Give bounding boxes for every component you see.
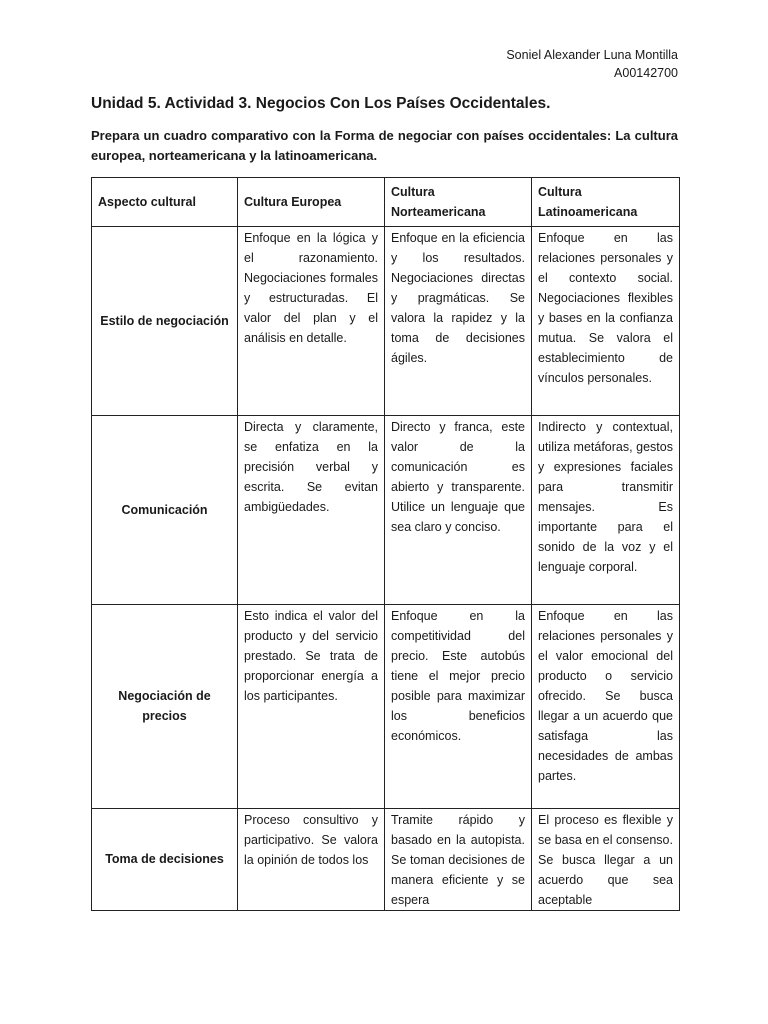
cell-text: Tramite rápido y basado en la autopista. Se toman decisiones de manera eficiente y se espera [391, 813, 525, 907]
cell-latinoamericana: Enfoque en las relaciones personales y el contexto social. Negociaciones flexibles y bases en la confianza mutua. Se valora el establecimiento de vínculos personales. [532, 227, 680, 416]
row-aspect: Estilo de negociación [92, 227, 238, 416]
cell-latinoamericana: Enfoque en las relaciones personales y el valor emocional del producto o servicio ofrecido. Se busca llegar a un acuerdo que satisfaga las necesidades de ambas partes. [532, 605, 680, 809]
cell-latinoamericana [532, 809, 680, 911]
cell-text: Proceso consultivo y participativo. Se valora la opinión de todos los [244, 813, 378, 867]
table-row [92, 605, 680, 809]
header-latinoamericana: Cultura Latinoamericana [532, 178, 680, 227]
document-title: Unidad 5. Actividad 3. Negocios Con Los Países Occidentales. [91, 95, 551, 112]
comparison-table [91, 177, 680, 911]
table-row [92, 809, 680, 911]
author-block [506, 46, 678, 82]
row-aspect: Toma de decisiones [92, 809, 238, 911]
table-row [92, 227, 680, 416]
table-row [92, 416, 680, 605]
cell-norteamericana: Directo y franca, este valor de la comunicación es abierto y transparente. Utilice un lenguaje que sea claro y conciso. [385, 416, 532, 605]
row-aspect: Negociación de precios [92, 605, 238, 809]
cell-norteamericana [385, 809, 532, 911]
cell-europea: Directa y claramente, se enfatiza en la precisión verbal y escrita. Se evitan ambigüedades. [238, 416, 385, 605]
author-name: Soniel Alexander Luna Montilla [506, 48, 678, 62]
cell-europea [238, 809, 385, 911]
header-aspect: Aspecto cultural [92, 178, 238, 227]
header-norteamericana: Cultura Norteamericana [385, 178, 532, 227]
cell-norteamericana: Enfoque en la competitividad del precio. Este autobús tiene el mejor precio posible para maximizar los beneficios económicos. [385, 605, 532, 809]
row-aspect: Comunicación [92, 416, 238, 605]
cell-norteamericana: Enfoque en la eficiencia y los resultados. Negociaciones directas y pragmáticas. Se valora la rapidez y la toma de decisiones ágiles. [385, 227, 532, 416]
table-header-row [92, 178, 680, 227]
student-id: A00142700 [614, 66, 678, 80]
cell-europea: Enfoque en la lógica y el razonamiento. Negociaciones formales y estructuradas. El valor del plan y el análisis en detalle. [238, 227, 385, 416]
cell-text: El proceso es flexible y se basa en el consenso. Se busca llegar a un acuerdo que sea aceptable [538, 813, 673, 907]
cell-europea: Esto indica el valor del producto y del servicio prestado. Se trata de proporcionar energía a los participantes. [238, 605, 385, 809]
instructions-text: Prepara un cuadro comparativo con la Forma de negociar con países occidentales: La cultura europea, norteamericana y la latinoamericana. [91, 128, 678, 163]
cell-latinoamericana: Indirecto y contextual, utiliza metáforas, gestos y expresiones faciales para transmitir mensajes. Es importante para el sonido de la voz y el lenguaje corporal. [532, 416, 680, 605]
header-europea: Cultura Europea [238, 178, 385, 227]
